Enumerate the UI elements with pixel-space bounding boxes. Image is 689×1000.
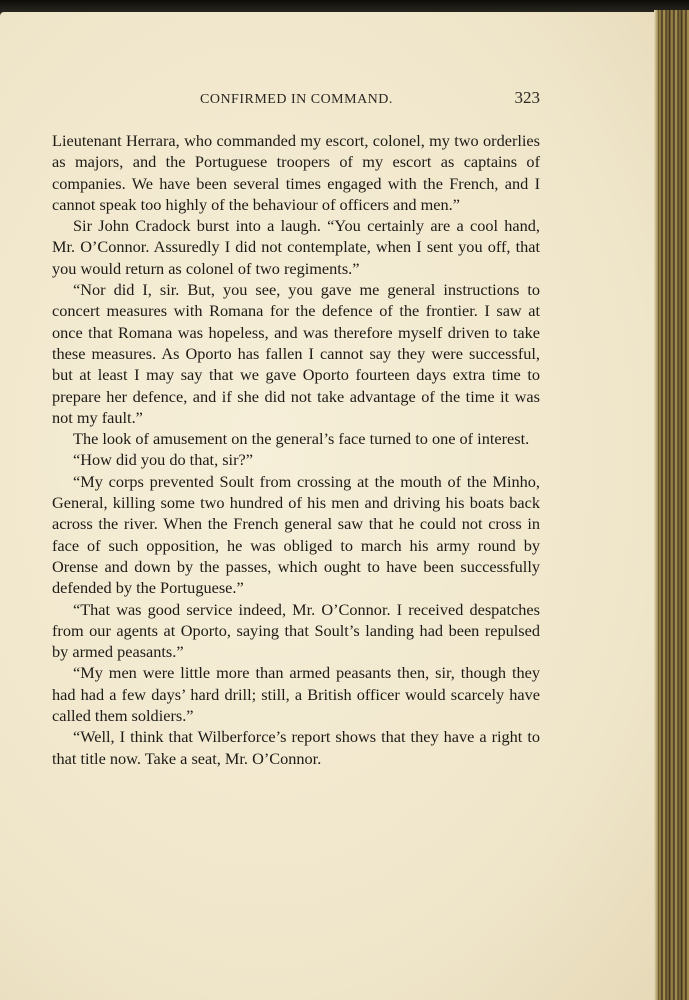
paragraph: “That was good service indeed, Mr. O’Connor. I received despatches from our agents at Oporto, saying that Soult’s landing had been repulsed by armed peasants.” <box>52 599 540 662</box>
paragraph: “How did you do that, sir?” <box>73 450 253 470</box>
paragraph: The look of amusement on the general’s face turned to one of interest. <box>73 429 530 449</box>
page-number: 323 <box>514 88 540 107</box>
paragraph: “Nor did I, sir. But, you see, you gave me general instructions to concert measures with Romana for the defence of the frontier. I saw at once that Romana was hopeless, and was therefore myself driven to take these measures. As Oporto has fallen I cannot say they were successful, but at least I may say that we gave Oporto fourteen days extra time to prepare her defence, and if she did not take advantage of the time it was not my fault.” <box>52 280 540 427</box>
paragraph: “Well, I think that Wilberforce’s report shows that they have a right to that title now. Take a seat, Mr. O’Connor. <box>52 727 540 768</box>
chapter-title: CONFIRMED IN COMMAND. <box>200 92 393 107</box>
paragraph: “My men were little more than armed peasants then, sir, though they had had a few days’ hard drill; still, a British officer would scarcely have called them soldiers.” <box>52 663 540 726</box>
running-head <box>52 86 540 110</box>
paragraph: “My corps prevented Soult from crossing at the mouth of the Minho, General, killing some two hundred of his men and driving his boats back across the river. When the French general saw that he could not cross in face of such opposition, he was obliged to march his army round by Orense and down by the passes, which ought to have been successfully defended by the Portuguese.” <box>52 471 540 598</box>
book-spine-edge <box>658 10 689 1000</box>
paragraph: Sir John Cradock burst into a laugh. “You certainly are a cool hand, Mr. O’Connor. Assuredly I did not contemplate, when I sent you off, that you would return as colonel of two regiments.” <box>52 216 540 278</box>
paragraph: Lieutenant Herrara, who commanded my escort, colonel, my two orderlies as majors, and the Portuguese troopers of my escort as captains of companies. We have been several times engaged with the French, and I cannot speak too highly of the behaviour of officers and men.” <box>52 131 540 214</box>
body-text <box>52 130 540 769</box>
